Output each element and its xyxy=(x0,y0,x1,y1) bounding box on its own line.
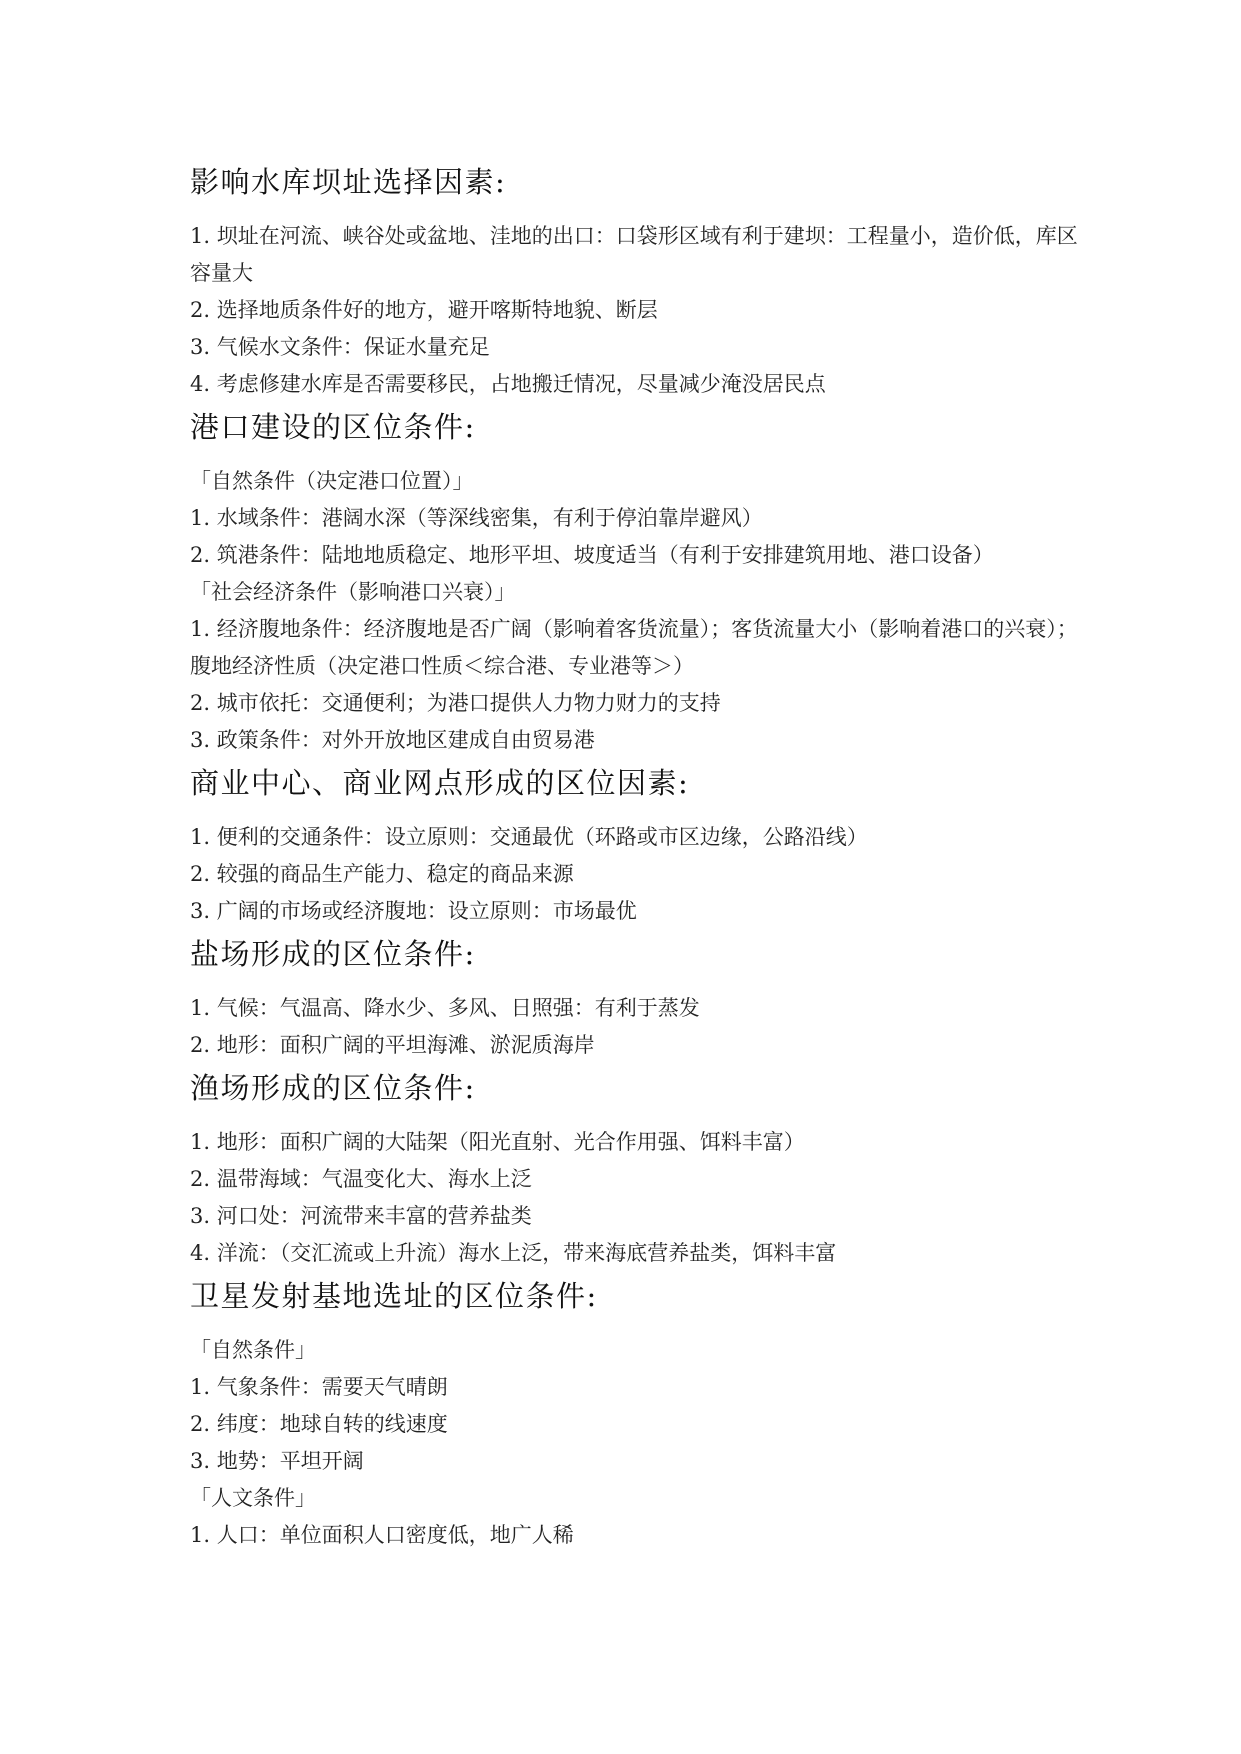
subheading: 「自然条件」 xyxy=(190,1338,316,1362)
section-commerce xyxy=(190,761,1091,930)
list-item: 2. 温带海域：气温变化大、海水上泛 xyxy=(190,1167,532,1191)
list-item: 2. 筑港条件：陆地地质稳定、地形平坦、坡度适当（有利于安排建筑用地、港口设备） xyxy=(190,543,994,567)
list-item: 2. 纬度：地球自转的线速度 xyxy=(190,1412,448,1436)
list-item: 4. 洋流：（交汇流或上升流）海水上泛，带来海底营养盐类，饵料丰富 xyxy=(190,1241,837,1265)
subheading: 「自然条件（决定港口位置）」 xyxy=(190,469,474,493)
list-item: 1. 坝址在河流、峡谷处或盆地、洼地的出口：口袋形区域有利于建坝：工程量小，造价低，库区容量大 xyxy=(190,224,1078,285)
section-title: 卫星发射基地选址的区位条件: xyxy=(190,1279,598,1313)
subheading: 「社会经济条件（影响港口兴衰）」 xyxy=(190,580,516,604)
section-reservoir xyxy=(190,160,1091,403)
list-item: 3. 政策条件：对外开放地区建成自由贸易港 xyxy=(190,728,595,752)
list-item: 1. 气象条件：需要天气晴朗 xyxy=(190,1375,448,1399)
section-title: 港口建设的区位条件: xyxy=(190,410,476,444)
list-item: 1. 便利的交通条件：设立原则：交通最优（环路或市区边缘，公路沿线） xyxy=(190,825,868,849)
section-saltworks xyxy=(190,932,1091,1064)
list-item: 3. 气候水文条件：保证水量充足 xyxy=(190,335,490,359)
list-item: 1. 经济腹地条件：经济腹地是否广阔（影响着客货流量）；客货流量大小（影响着港口的兴衰）；腹地经济性质（决定港口性质＜综合港、专业港等＞） xyxy=(190,617,1078,678)
list-item: 3. 广阔的市场或经济腹地：设立原则：市场最优 xyxy=(190,899,637,923)
list-item: 2. 城市依托：交通便利；为港口提供人力物力财力的支持 xyxy=(190,691,721,715)
list-item: 4. 考虑修建水库是否需要移民，占地搬迁情况，尽量减少淹没居民点 xyxy=(190,372,826,396)
list-item: 2. 较强的商品生产能力、稳定的商品来源 xyxy=(190,862,574,886)
list-item: 2. 地形：面积广阔的平坦海滩、淤泥质海岸 xyxy=(190,1033,595,1057)
list-item: 1. 水域条件：港阔水深（等深线密集，有利于停泊靠岸避风） xyxy=(190,506,763,530)
subheading: 「人文条件」 xyxy=(190,1486,316,1510)
list-item: 2. 选择地质条件好的地方，避开喀斯特地貌、断层 xyxy=(190,298,658,322)
section-title: 影响水库坝址选择因素: xyxy=(190,165,507,199)
section-title: 渔场形成的区位条件: xyxy=(190,1071,476,1105)
list-item: 1. 气候：气温高、降水少、多风、日照强：有利于蒸发 xyxy=(190,996,700,1020)
section-fishery xyxy=(190,1066,1091,1272)
section-launch-base xyxy=(190,1274,1091,1554)
section-title: 商业中心、商业网点形成的区位因素: xyxy=(190,766,690,800)
list-item: 3. 河口处：河流带来丰富的营养盐类 xyxy=(190,1204,532,1228)
list-item: 3. 地势：平坦开阔 xyxy=(190,1449,364,1473)
section-title: 盐场形成的区位条件: xyxy=(190,937,476,971)
section-port xyxy=(190,405,1091,759)
list-item: 1. 地形：面积广阔的大陆架（阳光直射、光合作用强、饵料丰富） xyxy=(190,1130,805,1154)
list-item: 1. 人口：单位面积人口密度低，地广人稀 xyxy=(190,1523,574,1547)
